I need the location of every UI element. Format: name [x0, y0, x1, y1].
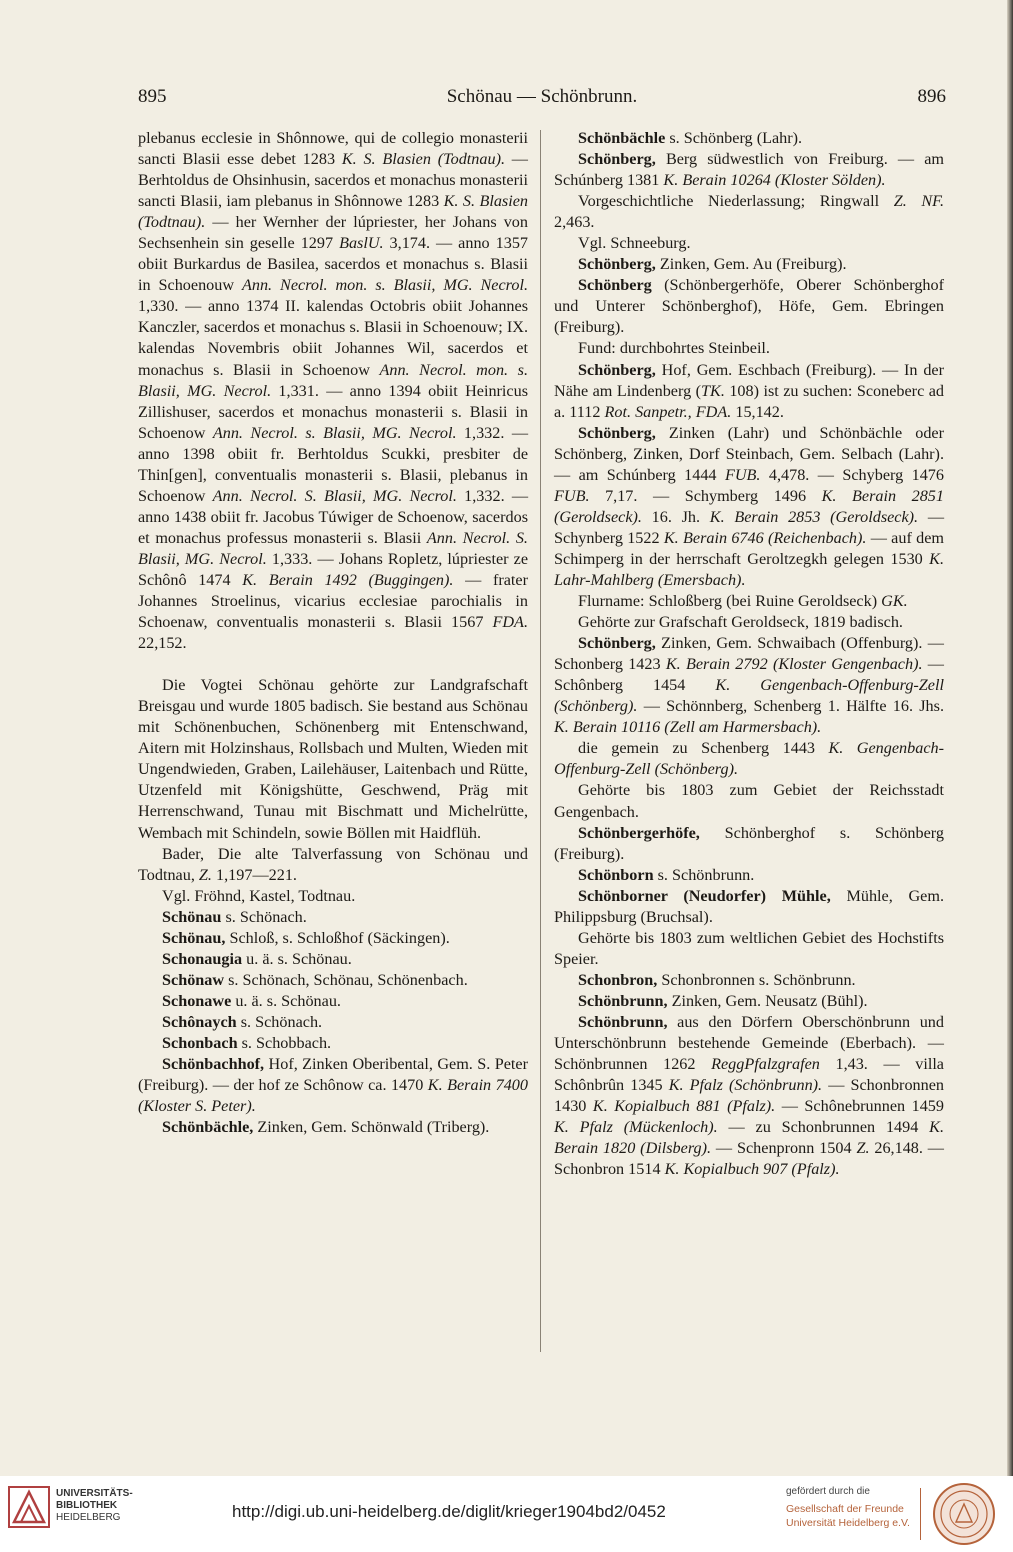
left-column-paragraph: Schonbach s. Schobbach.	[162, 1033, 332, 1052]
society-name: Gesellschaft der Freunde Universität Heidelberg e.V.	[786, 1503, 910, 1529]
viewer-footer	[0, 1476, 1013, 1552]
right-column-paragraph: Gehörte bis 1803 zum Gebiet der Reichsstadt Gengenbach.	[554, 781, 944, 821]
page-number-right: 896	[917, 86, 946, 107]
left-column-paragraph: Schönbächle, Zinken, Gem. Schönwald (Triberg).	[162, 1118, 490, 1137]
right-column-paragraph: Schönborner (Neudorfer) Mühle, Mühle, Gem. Philippsburg (Bruchsal).	[554, 886, 944, 926]
right-column-paragraph: Fund: durchbohrtes Steinbeil.	[578, 339, 770, 358]
right-column-paragraph: Schönberg, Zinken, Gem. Schwaibach (Offenburg). — Schonberg 1423 K. Berain 2792 (Kloster Gengenbach). — Schônberg 1454 K. Gengenbach-Offenburg-Zell (Schönberg). — Schönnberg, Schenberg 1. Hälfte 16. Jhs. K. Berain 10116 (Zell am Harmersbach).	[554, 634, 944, 737]
right-column-paragraph: Vgl. Schneeburg.	[578, 234, 691, 253]
left-column-paragraph: plebanus ecclesie in Shônnowe, qui de collegio monasterii sancti Blasii esse debet 1283 K. S. Blasien (Todtnau). — Berhtoldus de Ohsinhusin, sacerdos et monachus monasterii sancti Blasii, iam plebanus in Shônnowe 1283 K. S. Blasien (Todtnau). — her Wernher der lúpriester, her Johans von Sechsenhein sin geselle 1297 BaslU. 3,174. — anno 1357 obiit Burkardus de Basilea, sacerdos et monachus s. Blasii in Schoenouw Ann. Necrol. mon. s. Blasii, MG. Necrol. 1,330. — anno 1374 II. kalendas Octobris obiit Johannes Kanczler, sacerdos et monachus s. Blasii in Schoenouw; IX. kalendas Novembris obiit Johannes Wil, sacerdos et monachus s. Blasii in Schoenow Ann. Necrol. mon. s. Blasii, MG. Necrol. 1,331. — anno 1394 obiit Heinricus Zillishuser, sacerdos et monachus monasterii s. Blasii in Schoenow Ann. Necrol. s. Blasii, MG. Necrol. 1,332. — anno 1398 obiit fr. Berhtoldus Scukki, presbiter de Thin[gen], conventualis monasterii s. Blasii, plebanus in Schoenow Ann. Necrol. S. Blasii, MG. Necrol. 1,332. — anno 1438 obiit fr. Jacobus Túwiger de Schoenow, sacerdos et monachus professus monasterii s. Blasii Ann. Necrol. S. Blasii, MG. Necrol. 1,333. — Johans Ropletz, lúpriester ze Schônô 1474 K. Berain 1492 (Buggingen). — frater Johannes Stroelinus, vicarius ecclesiae parochialis in Schoenaw, conventualis monasterii s. Blasii 1567 FDA. 22,152.	[138, 129, 529, 653]
university-seal-icon	[932, 1482, 996, 1546]
right-column-paragraph: Schönborn s. Schönbrunn.	[578, 865, 755, 884]
right-column-paragraph: Schönberg, Berg südwestlich von Freiburg. — am Schúnberg 1381 K. Berain 10264 (Kloster Sölden).	[554, 150, 944, 190]
left-column-paragraph: Schonaugia u. ä. s. Schönau.	[162, 949, 352, 968]
permalink-url[interactable]: http://digi.ub.uni-heidelberg.de/diglit/krieger1904bd2/0452	[232, 1502, 666, 1521]
page-number-left: 895	[138, 86, 167, 107]
left-column-paragraph: Schönaw s. Schönach, Schönau, Schönenbach.	[162, 970, 468, 989]
right-column-paragraph: Schönbrunn, aus den Dörfern Oberschönbrunn und Unterschönbrunn bestehende Gemeinde (Eberbach). — Schönbrunnen 1262 ReggPfalzgrafen 1,43. — villa Schônbrûn 1345 K. Pfalz (Schönbrunn). — Schonbronnen 1430 K. Kopialbuch 881 (Pfalz). — Schônebrunnen 1459 K. Pfalz (Mückenloch). — zu Schonbrunnen 1494 K. Berain 1820 (Dilsberg). — Schenpronn 1504 Z. 26,148. — Schonbron 1514 K. Kopialbuch 907 (Pfalz).	[554, 1012, 945, 1179]
left-column-paragraph: Die Vogtei Schönau gehörte zur Landgrafschaft Breisgau und wurde 1805 badisch. Sie bestand aus Schönau mit Schönenbuchen, Schönenberg mit Entenschwand, Aitern mit Holzinshaus, Rollsbach und Multen, Wieden mit Ungendwieden, Graben, Lailehäuser, Laitenbach und Rütte, Utzenfeld mit Königshütte, Geschwend, Präg mit Herrenschwand, Tunau mit Bischmatt und Michelrütte, Wembach mit Schindeln, sowie Böllen mit Haidflüh.	[138, 676, 528, 842]
right-column-paragraph: Vorgeschichtliche Niederlassung; Ringwall Z. NF. 2,463.	[554, 192, 944, 232]
running-header	[138, 86, 946, 112]
right-column-paragraph: Schönbächle s. Schönberg (Lahr).	[578, 129, 803, 147]
left-column-paragraph: Schônaych s. Schönach.	[162, 1012, 323, 1031]
funded-by-label: gefördert durch die	[786, 1486, 870, 1497]
right-column-paragraph: Schönberg, Zinken (Lahr) und Schönbächle oder Schönberg, Zinken, Dorf Steinbach, Gem. Selbach (Lahr). — am Schúnberg 1444 FUB. 4,478. — Schyberg 1476 FUB. 7,17. — Schymberg 1496 K. Berain 2851 (Geroldseck). 16. Jh. K. Berain 2853 (Geroldseck). — Schynberg 1522 K. Berain 6746 (Reichenbach). — auf dem Schimperg in der herrschaft Geroltzegkh gelegen 1530 K. Lahr-Mahlberg (Emersbach).	[554, 423, 945, 589]
left-column	[138, 128, 528, 1138]
left-column-paragraph: Schönau s. Schönach.	[162, 907, 307, 926]
footer-separator	[920, 1488, 921, 1540]
right-column-paragraph: Schönberg, Zinken, Gem. Au (Freiburg).	[578, 255, 847, 274]
right-column-paragraph: Flurname: Schloßberg (bei Ruine Geroldseck) GK.	[578, 592, 908, 611]
page-edge-shadow	[1007, 0, 1013, 1476]
running-title: Schönau — Schönbrunn.	[446, 86, 638, 107]
left-column-paragraph: Schonawe u. ä. s. Schönau.	[162, 991, 341, 1010]
right-column-paragraph: Schonbron, Schonbronnen s. Schönbrunn.	[578, 970, 856, 989]
left-column-paragraph: Bader, Die alte Talverfassung von Schönau und Todtnau, Z. 1,197—221.	[138, 844, 528, 884]
right-column-paragraph: Gehörte bis 1803 zum weltlichen Gebiet des Hochstifts Speier.	[554, 928, 944, 968]
left-column-paragraph: Schönbachhof, Hof, Zinken Oberibental, Gem. S. Peter (Freiburg). — der hof ze Schônow ca. 1470 K. Berain 7400 (Kloster S. Peter).	[138, 1055, 528, 1116]
university-library-logo-icon	[8, 1486, 50, 1528]
right-column-paragraph: die gemein zu Schenberg 1443 K. Gengenbach-Offenburg-Zell (Schönberg).	[554, 739, 944, 779]
library-name: UNIVERSITÄTS- BIBLIOTHEK HEIDELBERG	[56, 1488, 133, 1523]
right-column-paragraph: Schönbrunn, Zinken, Gem. Neusatz (Bühl).	[578, 991, 868, 1010]
right-column-paragraph: Schönbergerhöfe, Schönberghof s. Schönberg (Freiburg).	[554, 823, 944, 863]
column-divider	[540, 130, 541, 1352]
left-column-paragraph: Vgl. Fröhnd, Kastel, Todtnau.	[162, 886, 356, 905]
left-column-paragraph: Schönau, Schloß, s. Schloßhof (Säckingen).	[162, 928, 450, 947]
right-column-paragraph: Schönberg (Schönbergerhöfe, Oberer Schönberghof und Unterer Schönberghof), Höfe, Gem. Ebringen (Freiburg).	[554, 276, 944, 337]
right-column-paragraph: Gehörte zur Grafschaft Geroldseck, 1819 badisch.	[578, 613, 903, 632]
right-column-paragraph: Schönberg, Hof, Gem. Eschbach (Freiburg). — In der Nähe am Lindenberg (TK. 108) ist zu suchen: Sconeberc ad a. 1112 Rot. Sanpetr., FDA. 15,142.	[554, 360, 944, 421]
right-column	[554, 128, 944, 1180]
